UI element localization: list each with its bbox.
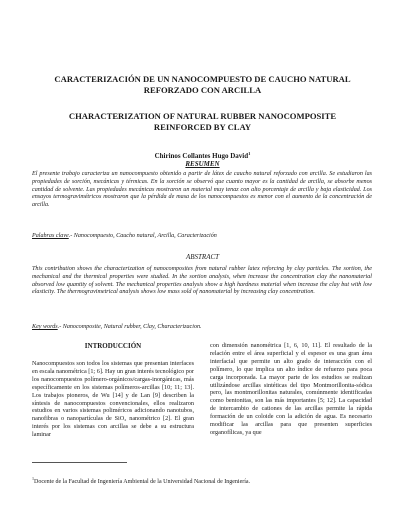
abstract-heading: ABSTRACT <box>185 253 220 261</box>
author-name: Chirinos Collantes Hugo David <box>154 152 249 160</box>
title-spanish: CARACTERIZACIÓN DE UN NANOCOMPUESTO DE CAUCHO NATURAL REFORZADO CON ARCILLA <box>54 74 351 95</box>
footnote <box>32 475 372 486</box>
footnote-divider <box>32 462 127 463</box>
introduccion-text-left: Nanocompuestos son todos los sistemas que presentan interfaces en escala nanométrica [1; 6]. Hay un gran interés tecnológico por los nanocompuestos polímero-orgánicos/cargas-inorgánicas, más específicamente en los sistemas polímeros-arcillas [10; 11; 13]. Los trabajos pioneros, de Wu [14] y de Lan [9] describen la síntesis de nanocompuestos convencionales, ellos realizaron estudios en varios sistemas poliméricos adicionando nanotubos, nanofibras o nanopartículas de SiO₂ nanométrico [2]. El gran interés por los sistemas con arcillas se debe a su estructura laminar <box>32 360 194 439</box>
keywords-english <box>32 323 372 331</box>
resumen-text: El presente trabajo caracteriza un nanocompuesto obtenido a partir de látex de caucho natural reforzado con arcilla. Se estudiaron las propiedades de sorción, mecánicas y térmicas. En la sorción se observó que cuanto mayor es la cantidad de arcilla, se absorbe menos cantidad de solvente. Las propiedades mecánicas mostraron un material muy tenaz con alto porcentaje de arcilla y baja elasticidad. Los ensayos termogravimétricos mostraron que la pérdida de masa de los nanocompuestos es menor con el aumento de la concentración de arcilla. <box>32 171 372 209</box>
keywords-spanish <box>32 232 372 240</box>
footnote-mark: 1 <box>32 476 34 481</box>
abstract-text: This contribution shows the characterization of nanocomposites from natural rubber latex reforcing by clay particles. The sortion, the mechanical and the thermical properties were studied. In the sortion analysis, when increase the concentration clay the nanomaterial absorved low quantity of solvent. The mechanical properties analysis show a high hardness material when increase the clay but with low elasticity. The thermogravimetrical analysis shows low mass sold of nanomaterial by increasing clay concentration. <box>32 266 372 296</box>
title-english: CHARACTERIZATION OF NATURAL RUBBER NANOCOMPOSITE REINFORCED BY CLAY <box>68 111 337 132</box>
keywords-spanish-text: .- Nanocompuesto, Caucho natural, Arcilla, Caracterización <box>68 233 217 239</box>
body-column-right <box>210 342 372 437</box>
author-footnote-mark: 1 <box>248 151 251 156</box>
footnote-text: Docente de la Facultad de Ingeniería Ambiental de la Universidad Nacional de Ingeniería. <box>34 479 251 485</box>
keywords-spanish-label: Palabras clave <box>32 233 69 239</box>
introduccion-text-right: con dimensión nanométrica [1, 6, 10, 11]. El resultado de la relación entre el área superficial y el espesor es una gran área interfacial que permite un alto grado de interacción con el polímero, lo que implica un alto índice de refuerzo para poca carga incorporada. La mayor parte de los estudios se realizan utilizándose arcillas sintéticas del tipo Montmorillonita-sódica pero, las montmorillonitas naturales, comúnmente identificadas como bentonitas, son las más importantes [5; 12]. La capacidad de intercambio de cationes de las arcillas permite la rápida formación de un coloide con la adición de agua. Es necesario modificar las arcillas para que presenten superficies organofílicas, ya que <box>210 342 372 436</box>
resumen-heading: RESUMEN <box>185 160 220 168</box>
introduccion-heading: INTRODUCCIÓN <box>84 342 142 350</box>
keywords-english-label: Key words <box>32 324 58 330</box>
body-column-left <box>32 342 194 439</box>
keywords-english-text: .- Nanocomposite, Natural rubber, Clay, Characterizacion. <box>57 324 202 330</box>
